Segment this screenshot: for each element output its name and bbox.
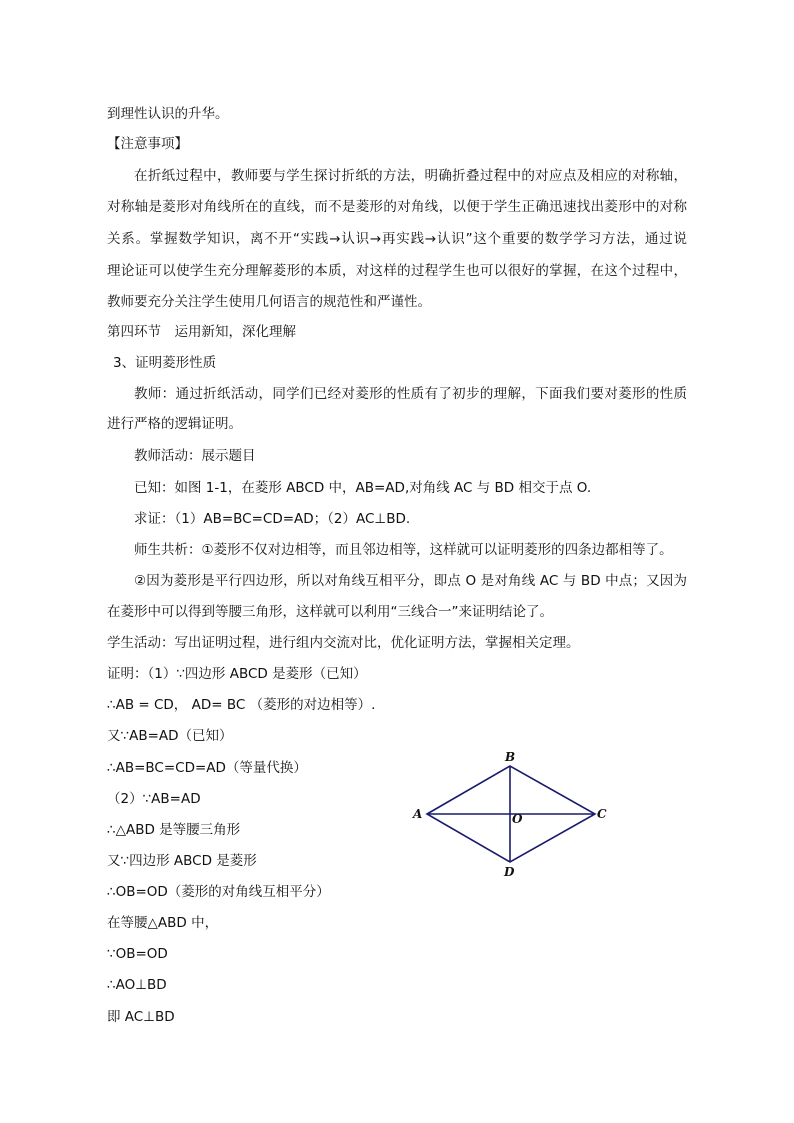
- line-18: 学生活动：写出证明过程，进行组内交流对比，优化证明方法，掌握相关定理。: [107, 635, 580, 651]
- proof-line-10: ∵OB=OD: [107, 946, 168, 962]
- line-7: 教师要充分关注学生使用几何语言的规范性和严谨性。: [107, 294, 431, 310]
- line-11: 进行严格的逻辑证明。: [107, 416, 242, 432]
- line-16: ②因为菱形是平行四边形，所以对角线互相平分，即点 O 是对角线 AC 与 BD 中点；又因为: [134, 573, 687, 589]
- proof-line-12: 即 AC⊥BD: [107, 1009, 175, 1025]
- rhombus-figure: [405, 746, 615, 882]
- proof-line-6: ∴△ABD 是等腰三角形: [107, 822, 241, 838]
- vertex-label-a: A: [413, 807, 423, 821]
- line-3: 在折纸过程中，教师要与学生探讨折纸的方法，明确折叠过程中的对应点及相应的对称轴，: [134, 168, 687, 184]
- line-13: 已知：如图 1-1，在菱形 ABCD 中，AB=AD,对角线 AC 与 BD 相交于点 O.: [134, 480, 592, 496]
- vertex-label-c: C: [597, 807, 607, 821]
- proof-line-7: 又∵四边形 ABCD 是菱形: [107, 853, 257, 869]
- line-6: 理论证可以使学生充分理解菱形的本质，对这样的过程学生也可以很好的掌握，在这个过程中，: [107, 263, 687, 279]
- vertex-label-b: B: [505, 750, 516, 764]
- vertex-label-d: D: [504, 865, 515, 879]
- line-10: 教师：通过折纸活动，同学们已经对菱形的性质有了初步的理解，下面我们要对菱形的性质: [134, 386, 687, 402]
- proof-line-2: ∴AB = CD， AD= BC （菱形的对边相等）.: [107, 697, 376, 713]
- line-1: 到理性认识的升华。: [107, 106, 229, 122]
- center-label-o: O: [512, 812, 523, 826]
- line-12: 教师活动：展示题目: [134, 448, 256, 464]
- proof-line-11: ∴AO⊥BD: [107, 977, 167, 993]
- section-heading-stage4: 第四环节 运用新知，深化理解: [107, 324, 296, 340]
- proof-line-3: 又∵AB=AD（已知）: [107, 728, 233, 744]
- section-heading-notes: 【注意事项】: [107, 136, 188, 152]
- line-15: 师生共析：①菱形不仅对边相等，而且邻边相等，这样就可以证明菱形的四条边都相等了。: [134, 542, 673, 558]
- proof-line-1: 证明：（1）∵四边形 ABCD 是菱形（已知）: [107, 666, 367, 682]
- line-5: 关系。掌握数学知识，离不开“实践→认识→再实践→认识”这个重要的数学学习方法，通过说: [107, 231, 687, 247]
- proof-line-9: 在等腰△ABD 中，: [107, 915, 219, 931]
- proof-line-4: ∴AB=BC=CD=AD（等量代换）: [107, 760, 307, 776]
- line-4: 对称轴是菱形对角线所在的直线，而不是菱形的对角线，以便于学生正确迅速找出菱形中的对称: [107, 199, 687, 215]
- proof-line-5: （2）∵AB=AD: [107, 791, 201, 807]
- line-14: 求证：（1）AB=BC=CD=AD；（2）AC⊥BD.: [134, 511, 411, 527]
- line-17: 在菱形中可以得到等腰三角形，这样就可以利用“三线合一”来证明结论了。: [107, 604, 553, 620]
- proof-line-8: ∴OB=OD（菱形的对角线互相平分）: [107, 884, 330, 900]
- subsection-heading: 3、证明菱形性质: [113, 355, 217, 371]
